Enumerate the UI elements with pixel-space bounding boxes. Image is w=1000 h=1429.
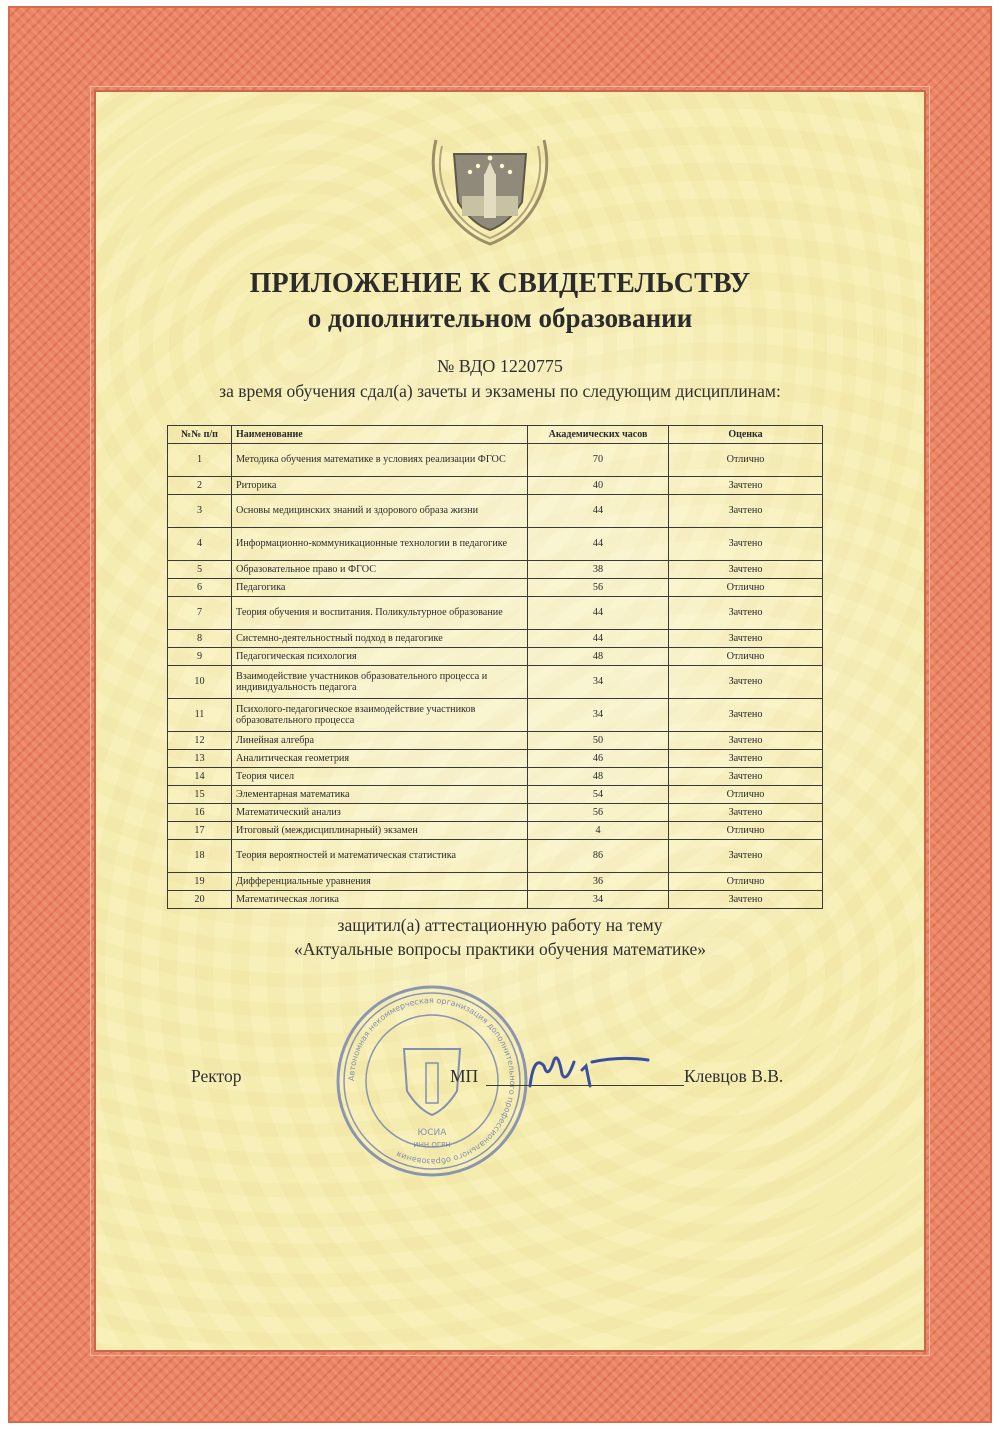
row-num: 2 [168, 477, 232, 495]
row-name: Взаимодействие участников образовательного процесса и индивидуальность педагога [232, 666, 528, 699]
row-grade: Зачтено [669, 630, 823, 648]
row-hours: 86 [528, 840, 669, 873]
table-row [168, 579, 823, 597]
row-hours: 56 [528, 579, 669, 597]
row-hours: 38 [528, 561, 669, 579]
row-name: Линейная алгебра [232, 732, 528, 750]
document-title: ПРИЛОЖЕНИЕ К СВИДЕТЕЛЬСТВУ [249, 268, 751, 299]
row-grade: Отлично [669, 579, 823, 597]
row-num: 4 [168, 528, 232, 561]
table-row [168, 597, 823, 630]
row-hours: 44 [528, 597, 669, 630]
table-row [168, 822, 823, 840]
table-row [168, 561, 823, 579]
row-hours: 46 [528, 750, 669, 768]
row-name: Дифференциальные уравнения [232, 873, 528, 891]
table-row [168, 840, 823, 873]
row-num: 11 [168, 699, 232, 732]
row-hours: 44 [528, 630, 669, 648]
table-row [168, 699, 823, 732]
row-grade: Зачтено [669, 891, 823, 909]
table-header-row [168, 426, 823, 444]
row-grade: Зачтено [669, 477, 823, 495]
row-grade: Зачтено [669, 804, 823, 822]
row-num: 7 [168, 597, 232, 630]
row-grade: Отлично [669, 444, 823, 477]
row-name: Методика обучения математике в условиях реализации ФГОС [232, 444, 528, 477]
row-num: 15 [168, 786, 232, 804]
row-num: 13 [168, 750, 232, 768]
row-num: 16 [168, 804, 232, 822]
row-grade: Зачтено [669, 495, 823, 528]
row-grade: Зачтено [669, 750, 823, 768]
row-name: Теория вероятностей и математическая статистика [232, 840, 528, 873]
row-grade: Отлично [669, 648, 823, 666]
row-name: Педагогическая психология [232, 648, 528, 666]
row-num: 17 [168, 822, 232, 840]
row-grade: Зачтено [669, 840, 823, 873]
grades-table [167, 425, 823, 909]
row-num: 5 [168, 561, 232, 579]
table-row [168, 750, 823, 768]
row-name: Образовательное право и ФГОС [232, 561, 528, 579]
table-row [168, 477, 823, 495]
defense-statement: защитил(а) аттестационную работу на тему [337, 915, 663, 935]
row-grade: Зачтено [669, 666, 823, 699]
row-hours: 34 [528, 666, 669, 699]
row-name: Основы медицинских знаний и здорового образа жизни [232, 495, 528, 528]
row-num: 20 [168, 891, 232, 909]
intro-text: за время обучения сдал(а) зачеты и экзамены по следующим дисциплинам: [219, 381, 781, 401]
row-name: Педагогика [232, 579, 528, 597]
row-hours: 44 [528, 528, 669, 561]
row-grade: Зачтено [669, 597, 823, 630]
row-grade: Отлично [669, 822, 823, 840]
table-row [168, 528, 823, 561]
rector-signature-icon [520, 1040, 660, 1100]
row-num: 18 [168, 840, 232, 873]
row-hours: 70 [528, 444, 669, 477]
header-grade: Оценка [669, 426, 823, 444]
row-hours: 4 [528, 822, 669, 840]
row-hours: 34 [528, 891, 669, 909]
row-num: 9 [168, 648, 232, 666]
document-subtitle: о дополнительном образовании [307, 303, 693, 333]
row-num: 14 [168, 768, 232, 786]
row-hours: 48 [528, 768, 669, 786]
row-num: 10 [168, 666, 232, 699]
row-name: Теория обучения и воспитания. Поликультурное образование [232, 597, 528, 630]
row-num: 12 [168, 732, 232, 750]
table-row [168, 630, 823, 648]
row-name: Элементарная математика [232, 786, 528, 804]
row-name: Риторика [232, 477, 528, 495]
row-name: Теория чисел [232, 768, 528, 786]
row-name: Аналитическая геометрия [232, 750, 528, 768]
header-name: Наименование [232, 426, 528, 444]
row-num: 19 [168, 873, 232, 891]
row-grade: Зачтено [669, 699, 823, 732]
table-row [168, 648, 823, 666]
row-num: 8 [168, 630, 232, 648]
row-hours: 56 [528, 804, 669, 822]
table-row [168, 786, 823, 804]
row-hours: 48 [528, 648, 669, 666]
row-name: Психолого-педагогическое взаимодействие участников образовательного процесса [232, 699, 528, 732]
table-row [168, 804, 823, 822]
table-row [168, 891, 823, 909]
row-num: 6 [168, 579, 232, 597]
row-grade: Отлично [669, 786, 823, 804]
official-seal-icon [334, 983, 530, 1179]
table-row [168, 768, 823, 786]
row-grade: Отлично [669, 873, 823, 891]
header-hours: Академических часов [528, 426, 669, 444]
row-hours: 36 [528, 873, 669, 891]
row-name: Системно-деятельностный подход в педагогике [232, 630, 528, 648]
table-row [168, 666, 823, 699]
seal-ring-text: Автономная некоммерческая организация дополнительного профессионального образования [346, 995, 518, 1167]
rector-name: Клевцов В.В. [684, 1066, 784, 1086]
row-num: 3 [168, 495, 232, 528]
table-row [168, 873, 823, 891]
row-name: Итоговый (междисциплинарный) экзамен [232, 822, 528, 840]
rector-label: Ректор [191, 1066, 242, 1086]
row-name: Математический анализ [232, 804, 528, 822]
seal-bottom-text: ИНН ОГРН [413, 1141, 451, 1149]
table-row [168, 732, 823, 750]
row-name: Информационно-коммуникационные технологии в педагогике [232, 528, 528, 561]
seal-center-text: ЮСИА [417, 1128, 447, 1138]
row-hours: 44 [528, 495, 669, 528]
thesis-topic: «Актуальные вопросы практики обучения математике» [293, 939, 706, 959]
row-num: 1 [168, 444, 232, 477]
row-grade: Зачтено [669, 528, 823, 561]
row-grade: Зачтено [669, 768, 823, 786]
table-row [168, 444, 823, 477]
row-hours: 34 [528, 699, 669, 732]
header-num: №№ п/п [168, 426, 232, 444]
stamp-place-label: МП [450, 1066, 479, 1086]
row-name: Математическая логика [232, 891, 528, 909]
institution-emblem-icon [422, 132, 558, 248]
row-hours: 50 [528, 732, 669, 750]
row-hours: 54 [528, 786, 669, 804]
row-hours: 40 [528, 477, 669, 495]
table-row [168, 495, 823, 528]
row-grade: Зачтено [669, 561, 823, 579]
row-grade: Зачтено [669, 732, 823, 750]
certificate-number: № ВДО 1220775 [437, 356, 563, 376]
